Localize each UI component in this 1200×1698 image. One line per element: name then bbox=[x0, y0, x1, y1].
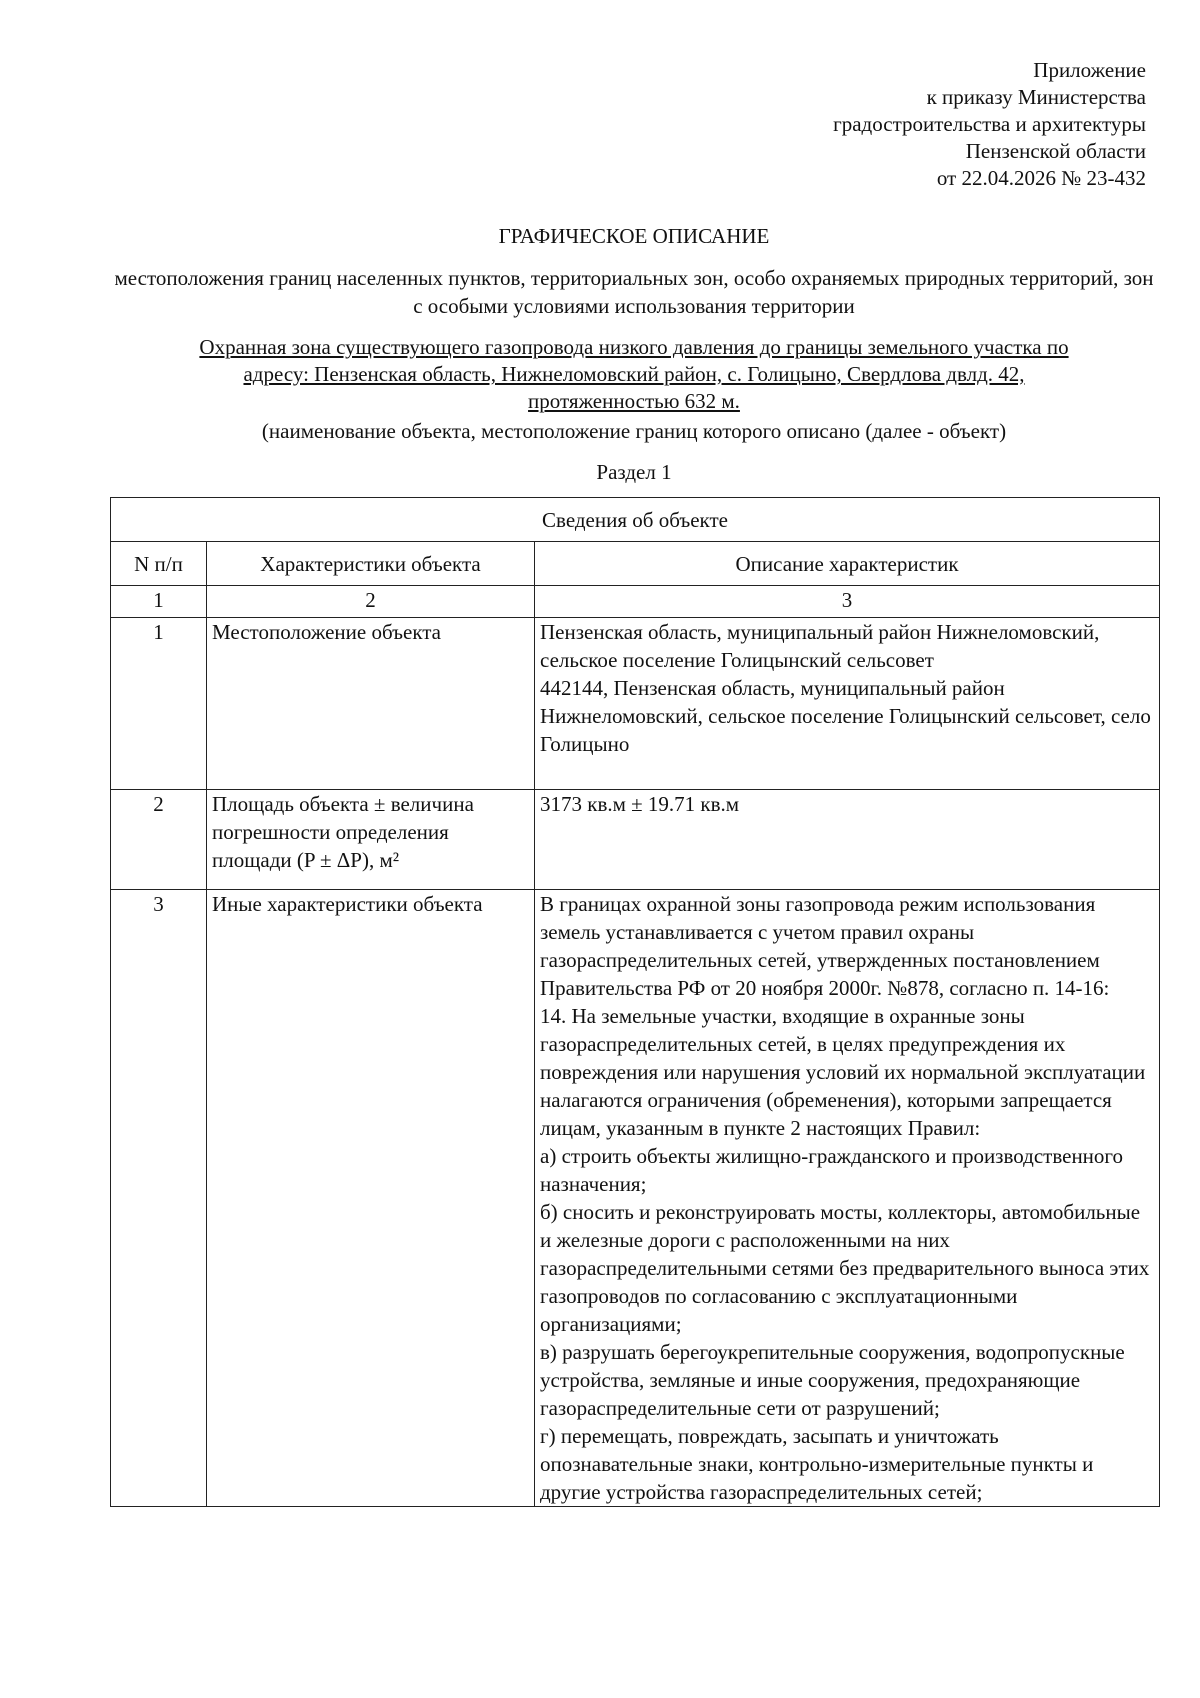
section-heading: Раздел 1 bbox=[596, 460, 672, 484]
row-characteristic: Местоположение объекта bbox=[207, 618, 535, 790]
header-characteristic: Характеристики объекта bbox=[207, 542, 535, 586]
object-name-line-1: Охранная зона существующего газопровода низкого давления до границы земельного участка по bbox=[199, 335, 1069, 359]
column-number-3: 3 bbox=[535, 586, 1160, 618]
row-characteristic: Площадь объекта ± величина погрешности определения площади (P ± ΔP), м² bbox=[207, 790, 535, 890]
document-subtitle: местоположения границ населенных пунктов, территориальных зон, особо охраняемых природных территорий, зон с особыми условиями использования территории bbox=[114, 266, 1154, 318]
appendix-line-2: к приказу Министерства bbox=[926, 85, 1146, 109]
object-name-line-3: протяженностью 632 м. bbox=[528, 389, 740, 413]
object-name-line-2: адресу: Пензенская область, Нижнеломовский район, с. Голицыно, Свердлова двлд. 42, bbox=[243, 362, 1025, 386]
table-row bbox=[111, 890, 1160, 1507]
column-number-2: 2 bbox=[207, 586, 535, 618]
row-num: 3 bbox=[111, 890, 207, 1507]
row-description: 3173 кв.м ± 19.71 кв.м bbox=[535, 790, 1160, 890]
table-caption: Сведения об объекте bbox=[111, 498, 1160, 542]
row-description: В границах охранной зоны газопровода режим использования земель устанавливается с учетом правил охраны газораспределительных сетей, утвержденных постановлением Правительства РФ от 20 ноября 2000г. №878, согласно п. 14-16: 14. На земельные участки, входящие в охранные зоны газораспределительных сетей, в целях предупреждения их повреждения или нарушения условий их нормальной эксплуатации налагаются ограничения (обременения), которыми запрещается лицам, указанным в пункте 2 настоящих Правил: а) строить объекты жилищно-гражданского и производственного назначения; б) сносить и реконструировать мосты, коллекторы, автомобильные и железные дороги с расположенными на них газораспределительными сетями без предварительного выноса этих газопроводов по согласованию с эксплуатационными организациями; в) разрушать берегоукрепительные сооружения, водопропускные устройства, земляные и иные сооружения, предохраняющие газораспределительные сети от разрушений; г) перемещать, повреждать, засыпать и уничтожать опознавательные знаки, контрольно-измерительные пункты и другие устройства газораспределительных сетей; bbox=[535, 890, 1160, 1507]
row-characteristic: Иные характеристики объекта bbox=[207, 890, 535, 1507]
table-header-row bbox=[111, 542, 1160, 586]
header-num: N п/п bbox=[111, 542, 207, 586]
appendix-line-1: Приложение bbox=[1033, 58, 1146, 82]
appendix-line-5: от 22.04.2026 № 23-432 bbox=[936, 166, 1146, 190]
row-num: 1 bbox=[111, 618, 207, 790]
header-description: Описание характеристик bbox=[535, 542, 1160, 586]
object-name bbox=[110, 334, 1158, 415]
row-num: 2 bbox=[111, 790, 207, 890]
object-info-table bbox=[110, 497, 1160, 1507]
document-title: ГРАФИЧЕСКОЕ ОПИСАНИЕ bbox=[498, 224, 770, 248]
object-caption: (наименование объекта, местоположение границ которого описано (далее - объект) bbox=[261, 419, 1007, 443]
appendix-line-3: градостроительства и архитектуры bbox=[833, 112, 1146, 136]
appendix-block bbox=[626, 56, 1146, 191]
table-caption-row bbox=[111, 498, 1160, 542]
table-row bbox=[111, 790, 1160, 890]
appendix-line-4: Пензенской области bbox=[965, 139, 1146, 163]
column-number-row bbox=[111, 586, 1160, 618]
column-number-1: 1 bbox=[111, 586, 207, 618]
row-description: Пензенская область, муниципальный район Нижнеломовский, сельское поселение Голицынский сельсовет 442144, Пензенская область, муниципальный район Нижнеломовский, сельское поселение Голицынский сельсовет, село Голицыно bbox=[535, 618, 1160, 790]
table-row bbox=[111, 618, 1160, 790]
